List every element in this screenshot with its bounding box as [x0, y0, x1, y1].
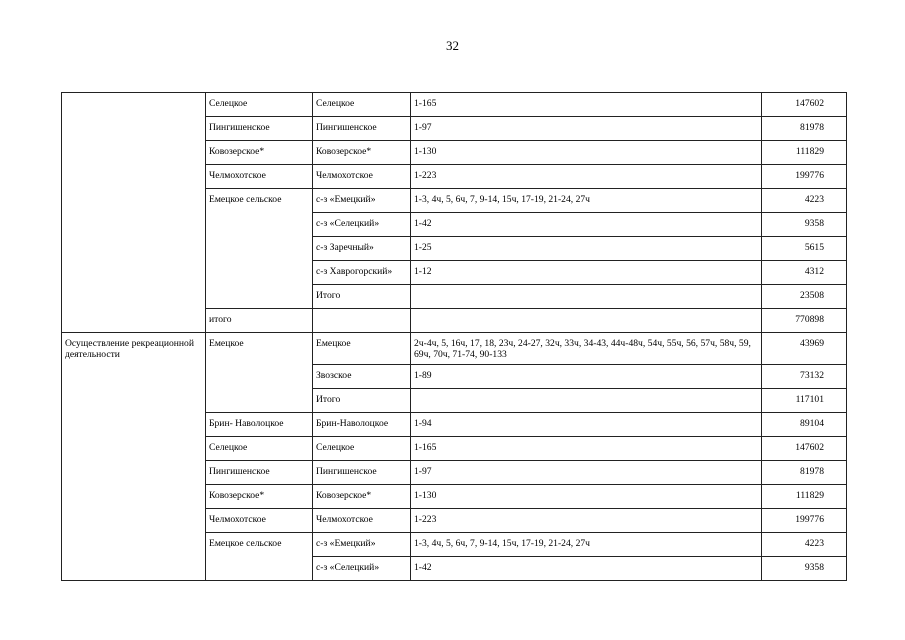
quarters-cell: 1-3, 4ч, 5, 6ч, 7, 9-14, 15ч, 17-19, 21-24, 27ч [411, 533, 762, 557]
page-number: 32 [446, 38, 459, 53]
district-cell: Емецкое сельское [206, 189, 313, 309]
sub-district-cell: с-з «Селецкий» [313, 213, 411, 237]
quarters-cell: 1-3, 4ч, 5, 6ч, 7, 9-14, 15ч, 17-19, 21-24, 27ч [411, 189, 762, 213]
area-cell: 147602 [762, 93, 847, 117]
area-cell: 9358 [762, 557, 847, 581]
area-cell: 81978 [762, 461, 847, 485]
sub-district-cell: с-з «Селецкий» [313, 557, 411, 581]
quarters-cell [411, 389, 762, 413]
sub-district-cell: Брин-Наволоцкое [313, 413, 411, 437]
quarters-cell [411, 309, 762, 333]
area-cell: 89104 [762, 413, 847, 437]
table-row [62, 333, 847, 365]
purpose-cell [62, 93, 206, 333]
sub-district-cell: Челмохотское [313, 165, 411, 189]
area-cell: 23508 [762, 285, 847, 309]
sub-district-cell: Селецкое [313, 93, 411, 117]
area-cell: 117101 [762, 389, 847, 413]
sub-district-cell: Ковозерское* [313, 485, 411, 509]
area-cell: 111829 [762, 485, 847, 509]
sub-district-cell: с-з «Емецкий» [313, 533, 411, 557]
sub-district-cell: с-з Заречный» [313, 237, 411, 261]
area-cell: 73132 [762, 365, 847, 389]
sub-district-cell: Итого [313, 389, 411, 413]
sub-district-cell: Емецкое [313, 333, 411, 365]
forest-area-table [61, 92, 847, 581]
district-cell: Ковозерское* [206, 141, 313, 165]
quarters-cell: 1-42 [411, 557, 762, 581]
sub-district-cell: Селецкое [313, 437, 411, 461]
sub-district-cell: Ковозерское* [313, 141, 411, 165]
district-cell: итого [206, 309, 313, 333]
quarters-cell: 1-94 [411, 413, 762, 437]
district-cell: Ковозерское* [206, 485, 313, 509]
quarters-cell: 1-25 [411, 237, 762, 261]
area-cell: 4223 [762, 533, 847, 557]
district-cell: Селецкое [206, 93, 313, 117]
area-cell: 4312 [762, 261, 847, 285]
quarters-cell: 1-130 [411, 485, 762, 509]
quarters-cell: 1-130 [411, 141, 762, 165]
sub-district-cell: Челмохотское [313, 509, 411, 533]
quarters-cell: 1-97 [411, 461, 762, 485]
area-cell: 199776 [762, 509, 847, 533]
district-cell: Челмохотское [206, 509, 313, 533]
district-cell: Пингишенское [206, 461, 313, 485]
district-cell: Пингишенское [206, 117, 313, 141]
district-cell: Емецкое [206, 333, 313, 413]
sub-district-cell: Итого [313, 285, 411, 309]
table-row [62, 93, 847, 117]
area-cell: 199776 [762, 165, 847, 189]
area-cell: 43969 [762, 333, 847, 365]
sub-district-cell: Звозское [313, 365, 411, 389]
quarters-cell: 1-223 [411, 509, 762, 533]
sub-district-cell: с-з «Емецкий» [313, 189, 411, 213]
area-cell: 770898 [762, 309, 847, 333]
quarters-cell: 1-12 [411, 261, 762, 285]
quarters-cell: 1-165 [411, 437, 762, 461]
area-cell: 147602 [762, 437, 847, 461]
district-cell: Брин- Наволоцкое [206, 413, 313, 437]
sub-district-cell: с-з Хаврогорский» [313, 261, 411, 285]
district-cell: Емецкое сельское [206, 533, 313, 581]
quarters-cell: 1-97 [411, 117, 762, 141]
area-cell: 4223 [762, 189, 847, 213]
quarters-cell: 2ч-4ч, 5, 16ч, 17, 18, 23ч, 24-27, 32ч, 33ч, 34-43, 44ч-48ч, 54ч, 55ч, 56, 57ч, 58ч, 59, 69ч, 70ч, 71-74, 90-133 [411, 333, 762, 365]
area-cell: 81978 [762, 117, 847, 141]
quarters-cell: 1-89 [411, 365, 762, 389]
area-cell: 9358 [762, 213, 847, 237]
sub-district-cell: Пингишенское [313, 117, 411, 141]
sub-district-cell [313, 309, 411, 333]
purpose-cell: Осуществление рекреационной деятельности [62, 333, 206, 581]
quarters-cell: 1-223 [411, 165, 762, 189]
district-cell: Селецкое [206, 437, 313, 461]
area-cell: 5615 [762, 237, 847, 261]
quarters-cell: 1-42 [411, 213, 762, 237]
quarters-cell: 1-165 [411, 93, 762, 117]
area-cell: 111829 [762, 141, 847, 165]
district-cell: Челмохотское [206, 165, 313, 189]
quarters-cell [411, 285, 762, 309]
sub-district-cell: Пингишенское [313, 461, 411, 485]
